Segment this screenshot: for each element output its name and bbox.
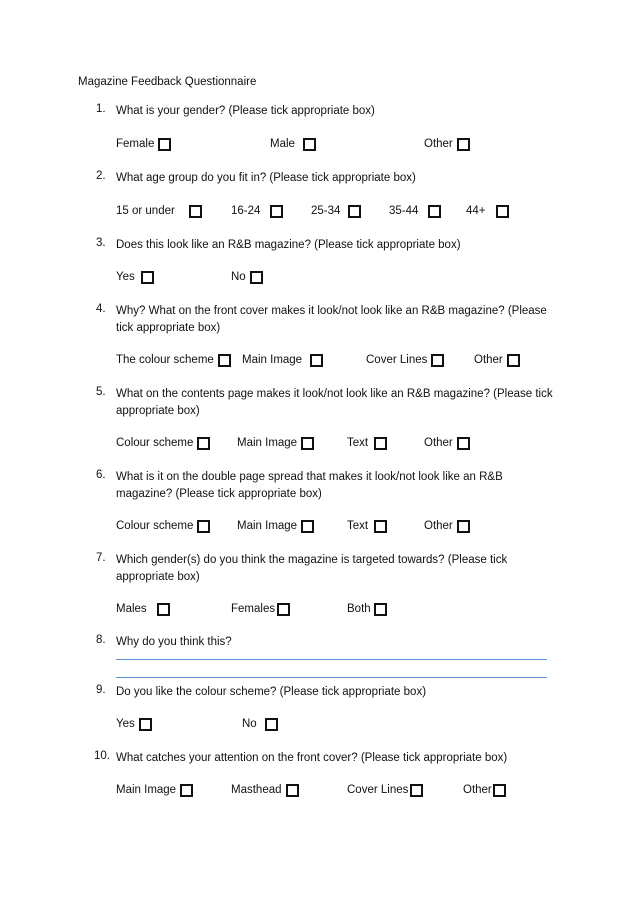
option-label: Other: [424, 436, 453, 449]
checkbox[interactable]: [348, 205, 361, 218]
checkbox[interactable]: [197, 437, 210, 450]
option-25-34[interactable]: [311, 204, 361, 217]
question-number: 8.: [96, 634, 106, 646]
option-no[interactable]: [242, 717, 278, 730]
checkbox[interactable]: [410, 784, 423, 797]
option-other[interactable]: [463, 783, 506, 796]
checkbox[interactable]: [507, 354, 520, 367]
checkbox[interactable]: [286, 784, 299, 797]
option-text[interactable]: [347, 519, 387, 532]
option-label: Yes: [116, 270, 135, 283]
question-number: 6.: [96, 469, 106, 481]
checkbox[interactable]: [428, 205, 441, 218]
option-label: Other: [463, 783, 492, 796]
option-label: 44+: [466, 204, 486, 217]
option-females[interactable]: [231, 602, 290, 615]
checkbox[interactable]: [139, 718, 152, 731]
option-text[interactable]: [347, 436, 387, 449]
option-label: Other: [474, 353, 503, 366]
option-label: Text: [347, 519, 369, 532]
option-label: Main Image: [237, 436, 298, 449]
option-16-24[interactable]: [231, 204, 283, 217]
answer-line-1[interactable]: [116, 659, 547, 660]
option-label: 15 or under: [116, 204, 175, 217]
option-cover-lines[interactable]: [366, 353, 444, 366]
checkbox[interactable]: [310, 354, 323, 367]
option-label: Both: [347, 602, 371, 615]
option-label: 25-34: [311, 204, 341, 217]
option-label: Main Image: [116, 783, 177, 796]
option-yes[interactable]: [116, 717, 152, 730]
checkbox[interactable]: [374, 603, 387, 616]
checkbox[interactable]: [197, 520, 210, 533]
option-label: Cover Lines: [347, 783, 409, 796]
option-label: Other: [424, 519, 453, 532]
question-text: Why do you think this?: [116, 636, 232, 648]
checkbox[interactable]: [265, 718, 278, 731]
option-main-image[interactable]: [116, 783, 193, 796]
option-label: The colour scheme: [116, 353, 214, 366]
option-label: Females: [231, 602, 276, 615]
option-label: No: [231, 270, 246, 283]
option-label: Males: [116, 602, 147, 615]
option-label: 16-24: [231, 204, 261, 217]
option-label: Cover Lines: [366, 353, 428, 366]
checkbox[interactable]: [270, 205, 283, 218]
checkbox[interactable]: [431, 354, 444, 367]
checkbox[interactable]: [457, 520, 470, 533]
question-text: What catches your attention on the front cover? (Please tick appropriate box): [116, 752, 508, 764]
option-other[interactable]: [474, 353, 520, 366]
question-number: 3.: [96, 237, 106, 249]
checkbox[interactable]: [457, 138, 470, 151]
checkbox[interactable]: [141, 271, 154, 284]
question-number: 2.: [96, 170, 106, 182]
question-number: 7.: [96, 552, 106, 564]
question-text: Why? What on the front cover makes it look/not look like an R&B magazine? (Please tick appropriate box): [116, 305, 547, 334]
option-label: Female: [116, 137, 155, 150]
checkbox[interactable]: [301, 520, 314, 533]
question-text: What is your gender? (Please tick appropriate box): [116, 105, 375, 117]
option-label: 35-44: [389, 204, 419, 217]
option-masthead[interactable]: [231, 783, 299, 796]
question-text: What age group do you fit in? (Please tick appropriate box): [116, 172, 416, 184]
option-yes[interactable]: [116, 270, 154, 283]
option-label: Colour scheme: [116, 436, 194, 449]
checkbox[interactable]: [493, 784, 506, 797]
option-cover-lines[interactable]: [347, 783, 423, 796]
option-label: Main Image: [242, 353, 303, 366]
option-label: Other: [424, 137, 453, 150]
option-colour-scheme[interactable]: [116, 353, 231, 366]
checkbox[interactable]: [496, 205, 509, 218]
question-text: Which gender(s) do you think the magazine is targeted towards? (Please tick appropriate box): [116, 554, 508, 583]
page-title: Magazine Feedback Questionnaire: [78, 76, 257, 88]
question-number: 4.: [96, 303, 106, 315]
option-label: Male: [270, 137, 295, 150]
checkbox[interactable]: [457, 437, 470, 450]
option-other[interactable]: [424, 436, 470, 449]
option-main-image[interactable]: [237, 436, 314, 449]
question-number: 1.: [96, 103, 106, 115]
checkbox[interactable]: [250, 271, 263, 284]
checkbox[interactable]: [158, 138, 171, 151]
option-both[interactable]: [347, 602, 387, 615]
question-number: 10.: [94, 750, 110, 762]
option-main-image[interactable]: [242, 353, 323, 366]
checkbox[interactable]: [374, 520, 387, 533]
option-label: Masthead: [231, 783, 282, 796]
option-other[interactable]: [424, 137, 470, 150]
checkbox[interactable]: [303, 138, 316, 151]
checkbox[interactable]: [301, 437, 314, 450]
option-44-plus[interactable]: [466, 204, 509, 217]
option-35-44[interactable]: [389, 204, 441, 217]
checkbox[interactable]: [180, 784, 193, 797]
option-female[interactable]: [116, 137, 171, 150]
option-label: Yes: [116, 717, 135, 730]
option-label: Main Image: [237, 519, 298, 532]
option-colour-scheme[interactable]: [116, 519, 210, 532]
question-text: Does this look like an R&B magazine? (Please tick appropriate box): [116, 239, 461, 251]
question-text: What is it on the double page spread that makes it look/not look like an R&B magazine? (Please tick appropriate box): [116, 471, 503, 500]
option-label: Colour scheme: [116, 519, 194, 532]
answer-line-2[interactable]: [116, 677, 547, 678]
option-no[interactable]: [231, 270, 263, 283]
checkbox[interactable]: [157, 603, 170, 616]
option-main-image[interactable]: [237, 519, 314, 532]
option-males[interactable]: [116, 602, 170, 615]
checkbox[interactable]: [189, 205, 202, 218]
question-text: Do you like the colour scheme? (Please tick appropriate box): [116, 686, 427, 698]
question-number: 9.: [96, 684, 106, 696]
option-label: No: [242, 717, 257, 730]
option-label: Text: [347, 436, 369, 449]
checkbox[interactable]: [374, 437, 387, 450]
checkbox[interactable]: [218, 354, 231, 367]
question-text: What on the contents page makes it look/not look like an R&B magazine? (Please tick appropriate box): [116, 388, 553, 417]
checkbox[interactable]: [277, 603, 290, 616]
option-other[interactable]: [424, 519, 470, 532]
option-colour-scheme[interactable]: [116, 436, 210, 449]
option-male[interactable]: [270, 137, 316, 150]
question-number: 5.: [96, 386, 106, 398]
option-15-or-under[interactable]: [116, 204, 202, 217]
